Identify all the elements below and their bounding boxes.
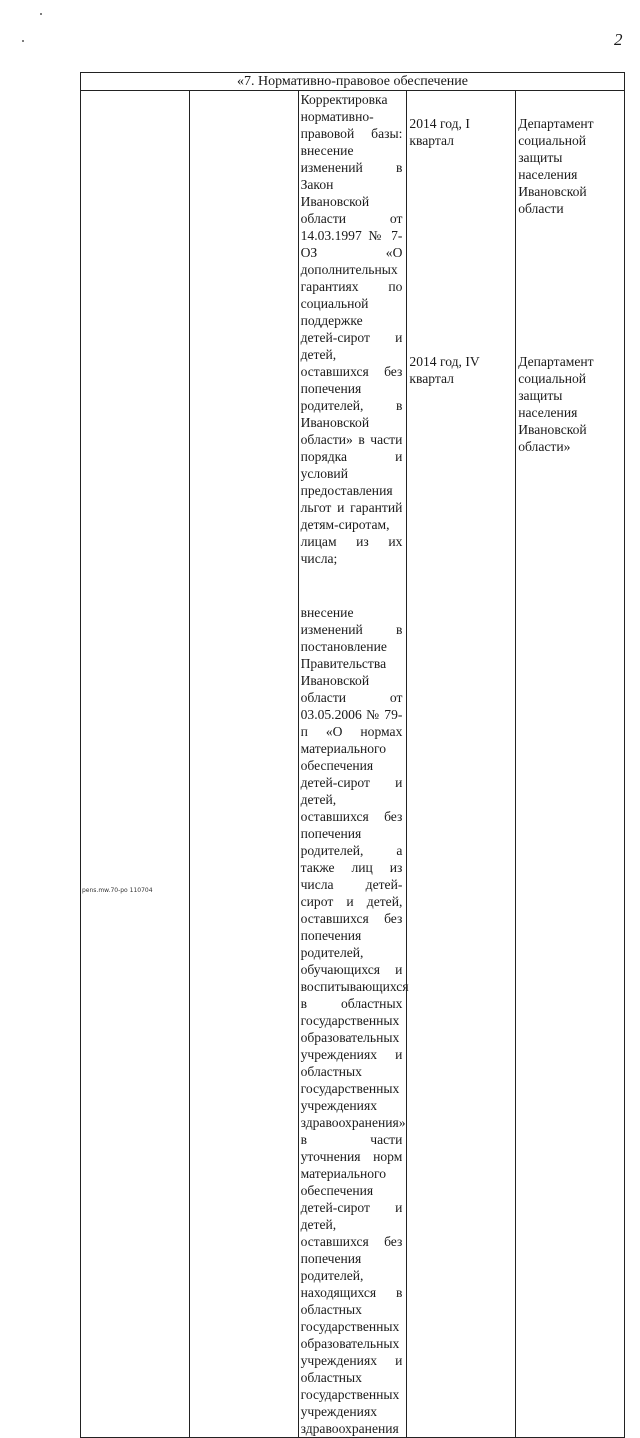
table-row — [81, 91, 625, 1438]
scan-speck — [22, 40, 24, 42]
measure-text: внесение изменений в постановление Правительства Ивановской области от 03.05.2006 № 79-п «О нормах материального обеспечения детей-сирот и детей, оставшихся без попечения родителей, а также лиц из числа детей-сирот и детей, оставшихся без попечения родителей, обучающихся и воспитывающихся в областных государственных образовательных учреждениях и областных государственных учреждениях здравоохранения» в части уточнения норм материального обеспечения детей-сирот и детей, оставшихся без попечения родителей, находящихся в областных государственных образовательных учреждениях и областных государственных учреждениях здравоохранения — [300, 605, 409, 1436]
page-number: 2 — [614, 30, 623, 49]
section-header: «7. Нормативно-правовое обеспечение — [81, 73, 625, 91]
responsible-cell — [516, 91, 625, 1438]
spacer-cell — [189, 91, 298, 1438]
term-text: 2014 год, I квартал — [409, 116, 470, 148]
scan-speck — [40, 13, 42, 15]
measure-cell — [298, 91, 407, 1438]
footer-code: pens.mw.70-ро 110704 — [82, 887, 153, 894]
responsible-text: Департамент социальной защиты населения Ивановской области» — [518, 354, 594, 454]
measure-text: Корректировка нормативно-правовой базы: внесение изменений в Закон Ивановской области от 14.03.1997 № 7-ОЗ «О дополнительных гарантиях по социальной поддержке детей-сирот и детей, оставшихся без попечения родителей, в Ивановской области» в части порядка и условий предоставления льгот и гарантий детям-сиротам, лицам из их числа; — [300, 92, 403, 566]
action-plan-table — [80, 72, 625, 1438]
responsible-text: Департамент социальной защиты населения Ивановской области — [518, 116, 594, 216]
section-header-row — [81, 73, 625, 91]
term-cell — [407, 91, 516, 1438]
number-cell — [81, 91, 190, 1438]
term-text: 2014 год, IV квартал — [409, 354, 480, 386]
